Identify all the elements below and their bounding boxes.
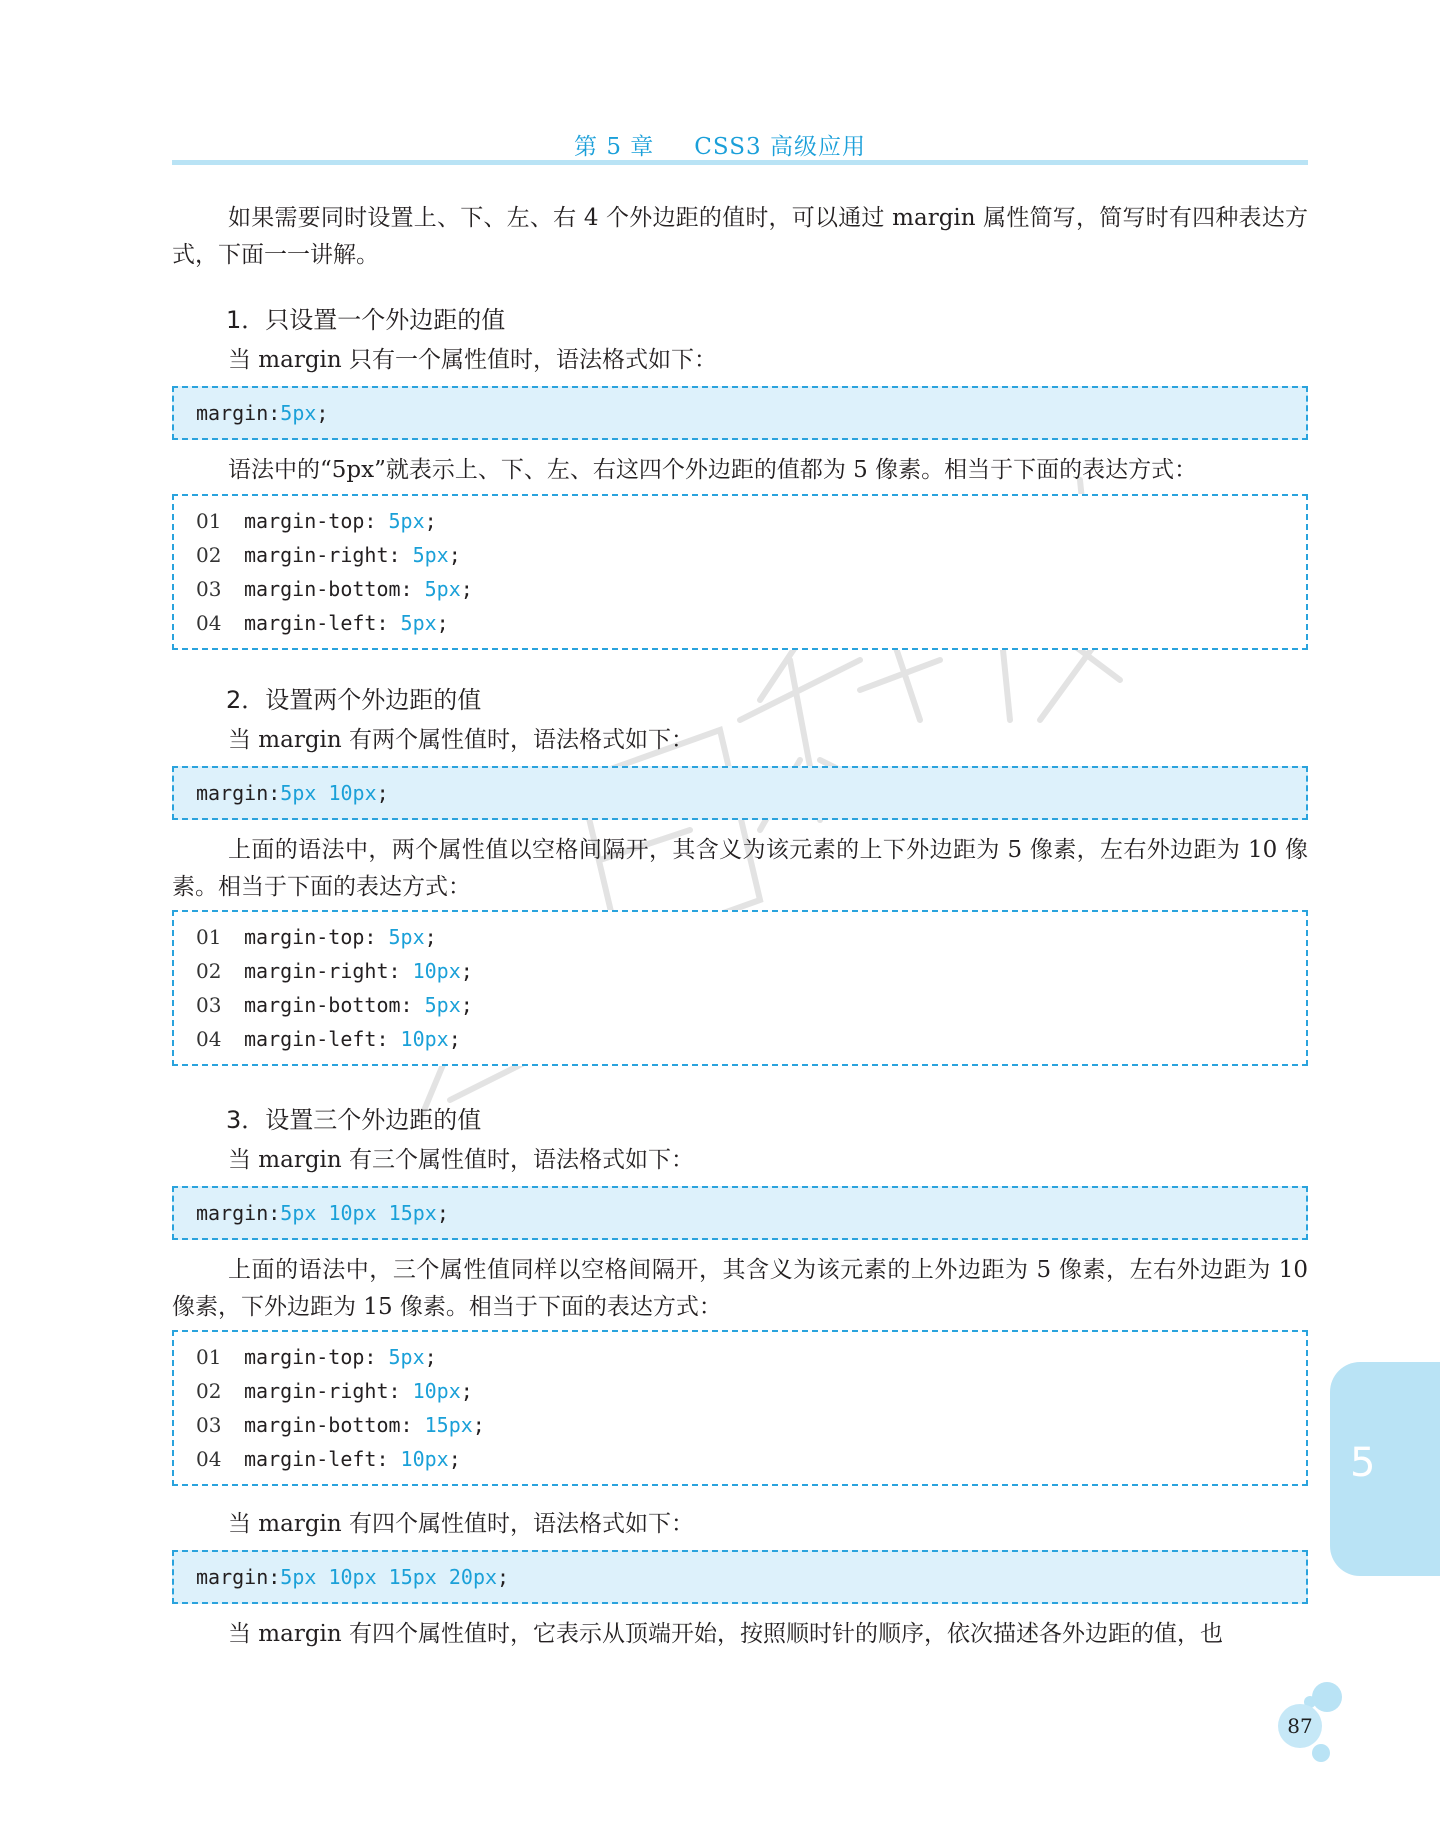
chapter-side-tab — [1330, 1362, 1440, 1576]
code-prop: margin: — [196, 781, 281, 805]
code-block-expanded-3 — [172, 1330, 1308, 1486]
decorative-bubble — [1312, 1744, 1330, 1762]
code-prop: margin-bottom: — [244, 1413, 425, 1437]
section1-lead: 当 margin 只有一个属性值时，语法格式如下： — [228, 347, 718, 373]
code-prop: margin-top: — [244, 925, 389, 949]
code-prop: margin-bottom: — [244, 993, 425, 1017]
code-value: 5px — [412, 543, 449, 567]
line-number: 03 — [196, 1413, 222, 1437]
code-value: 10px — [400, 1027, 449, 1051]
line-number: 04 — [196, 1027, 222, 1051]
code-end: ; — [460, 577, 473, 601]
section-heading-1: 1．只设置一个外边距的值 — [226, 306, 506, 334]
code-prop: margin-right: — [244, 543, 413, 567]
code-block-expanded-1 — [172, 494, 1308, 650]
code-value: 5px — [400, 611, 437, 635]
line-number: 01 — [196, 1345, 222, 1369]
section2-lead: 当 margin 有两个属性值时，语法格式如下： — [228, 727, 695, 753]
code-end: ; — [436, 1201, 449, 1225]
decorative-bubble — [1312, 1682, 1342, 1712]
code-values: 5px 10px — [280, 781, 377, 805]
code-line — [196, 538, 1306, 572]
code-value: 10px — [412, 1379, 461, 1403]
section3-lead: 当 margin 有三个属性值时，语法格式如下： — [228, 1147, 695, 1173]
code-line — [196, 1340, 1306, 1374]
code-block-four-values — [172, 1550, 1308, 1604]
header-rule — [172, 160, 1308, 165]
section4-lead: 当 margin 有四个属性值时，语法格式如下： — [228, 1511, 695, 1537]
code-end: ; — [424, 509, 437, 533]
code-value: 15px — [424, 1413, 473, 1437]
code-block-expanded-2 — [172, 910, 1308, 1066]
code-end: ; — [316, 401, 329, 425]
section4-explain: 当 margin 有四个属性值时，它表示从顶端开始，按照顺时针的顺序，依次描述各外边距的值，也 — [228, 1621, 1224, 1647]
code-line — [196, 1408, 1306, 1442]
code-end: ; — [448, 543, 461, 567]
code-line — [196, 1442, 1306, 1476]
code-line — [196, 572, 1306, 606]
line-number: 02 — [196, 959, 222, 983]
code-value: 10px — [400, 1447, 449, 1471]
code-block-three-values — [172, 1186, 1308, 1240]
code-value: 10px — [412, 959, 461, 983]
code-prop: margin-left: — [244, 611, 401, 635]
code-end: ; — [460, 959, 473, 983]
code-end: ; — [460, 1379, 473, 1403]
code-line — [196, 1374, 1306, 1408]
chapter-number: 第 5 章 — [574, 134, 655, 160]
code-end: ; — [448, 1447, 461, 1471]
code-prop: margin-right: — [244, 959, 413, 983]
code-value: 5px — [388, 925, 425, 949]
intro-paragraph: 如果需要同时设置上、下、左、右 4 个外边距的值时，可以通过 margin 属性简写，简写时有四种表达方式，下面一一讲解。 — [172, 205, 1308, 268]
code-values: 5px 10px 15px — [280, 1201, 437, 1225]
line-number: 04 — [196, 611, 222, 635]
page-number: 87 — [1287, 1714, 1313, 1738]
code-end: ; — [436, 611, 449, 635]
chapter-title: CSS3 高级应用 — [694, 134, 866, 160]
code-block-single-value — [172, 386, 1308, 440]
line-number: 01 — [196, 925, 222, 949]
code-value: 5px — [424, 993, 461, 1017]
code-end: ; — [448, 1027, 461, 1051]
running-header — [0, 128, 1440, 161]
section3-explain: 上面的语法中，三个属性值同样以空格间隔开，其含义为该元素的上外边距为 5 像素，左右外边距为 10 像素，下外边距为 15 像素。相当于下面的表达方式： — [172, 1257, 1308, 1320]
section2-explain: 上面的语法中，两个属性值以空格间隔开，其含义为该元素的上下外边距为 5 像素，左右外边距为 10 像素。相当于下面的表达方式： — [172, 837, 1308, 900]
code-value: 5px — [388, 1345, 425, 1369]
section-heading-3: 3．设置三个外边距的值 — [226, 1106, 482, 1134]
code-line — [196, 920, 1306, 954]
line-number: 01 — [196, 509, 222, 533]
code-prop: margin-left: — [244, 1027, 401, 1051]
code-prop: margin-bottom: — [244, 577, 425, 601]
section-heading-2: 2．设置两个外边距的值 — [226, 686, 482, 714]
code-end: ; — [424, 1345, 437, 1369]
line-number: 02 — [196, 1379, 222, 1403]
code-line — [196, 606, 1306, 640]
code-line — [196, 954, 1306, 988]
line-number: 03 — [196, 993, 222, 1017]
code-prop: margin-top: — [244, 509, 389, 533]
code-value: 5px — [388, 509, 425, 533]
code-end: ; — [497, 1565, 510, 1589]
code-prop: margin-right: — [244, 1379, 413, 1403]
line-number: 02 — [196, 543, 222, 567]
code-end: ; — [376, 781, 389, 805]
code-line — [196, 988, 1306, 1022]
code-end: ; — [460, 993, 473, 1017]
code-values: 5px 10px 15px 20px — [280, 1565, 498, 1589]
code-prop: margin-left: — [244, 1447, 401, 1471]
section1-explain: 语法中的“5px”就表示上、下、左、右这四个外边距的值都为 5 像素。相当于下面的表达方式： — [228, 457, 1198, 483]
line-number: 04 — [196, 1447, 222, 1471]
side-tab-number: 5 — [1350, 1440, 1376, 1486]
line-number: 03 — [196, 577, 222, 601]
code-line — [196, 504, 1306, 538]
code-line — [196, 1022, 1306, 1056]
code-block-two-values — [172, 766, 1308, 820]
code-prop: margin: — [196, 401, 281, 425]
code-end: ; — [472, 1413, 485, 1437]
code-prop: margin-top: — [244, 1345, 389, 1369]
code-prop: margin: — [196, 1201, 281, 1225]
code-end: ; — [424, 925, 437, 949]
code-values: 5px — [280, 401, 317, 425]
code-value: 5px — [424, 577, 461, 601]
code-prop: margin: — [196, 1565, 281, 1589]
